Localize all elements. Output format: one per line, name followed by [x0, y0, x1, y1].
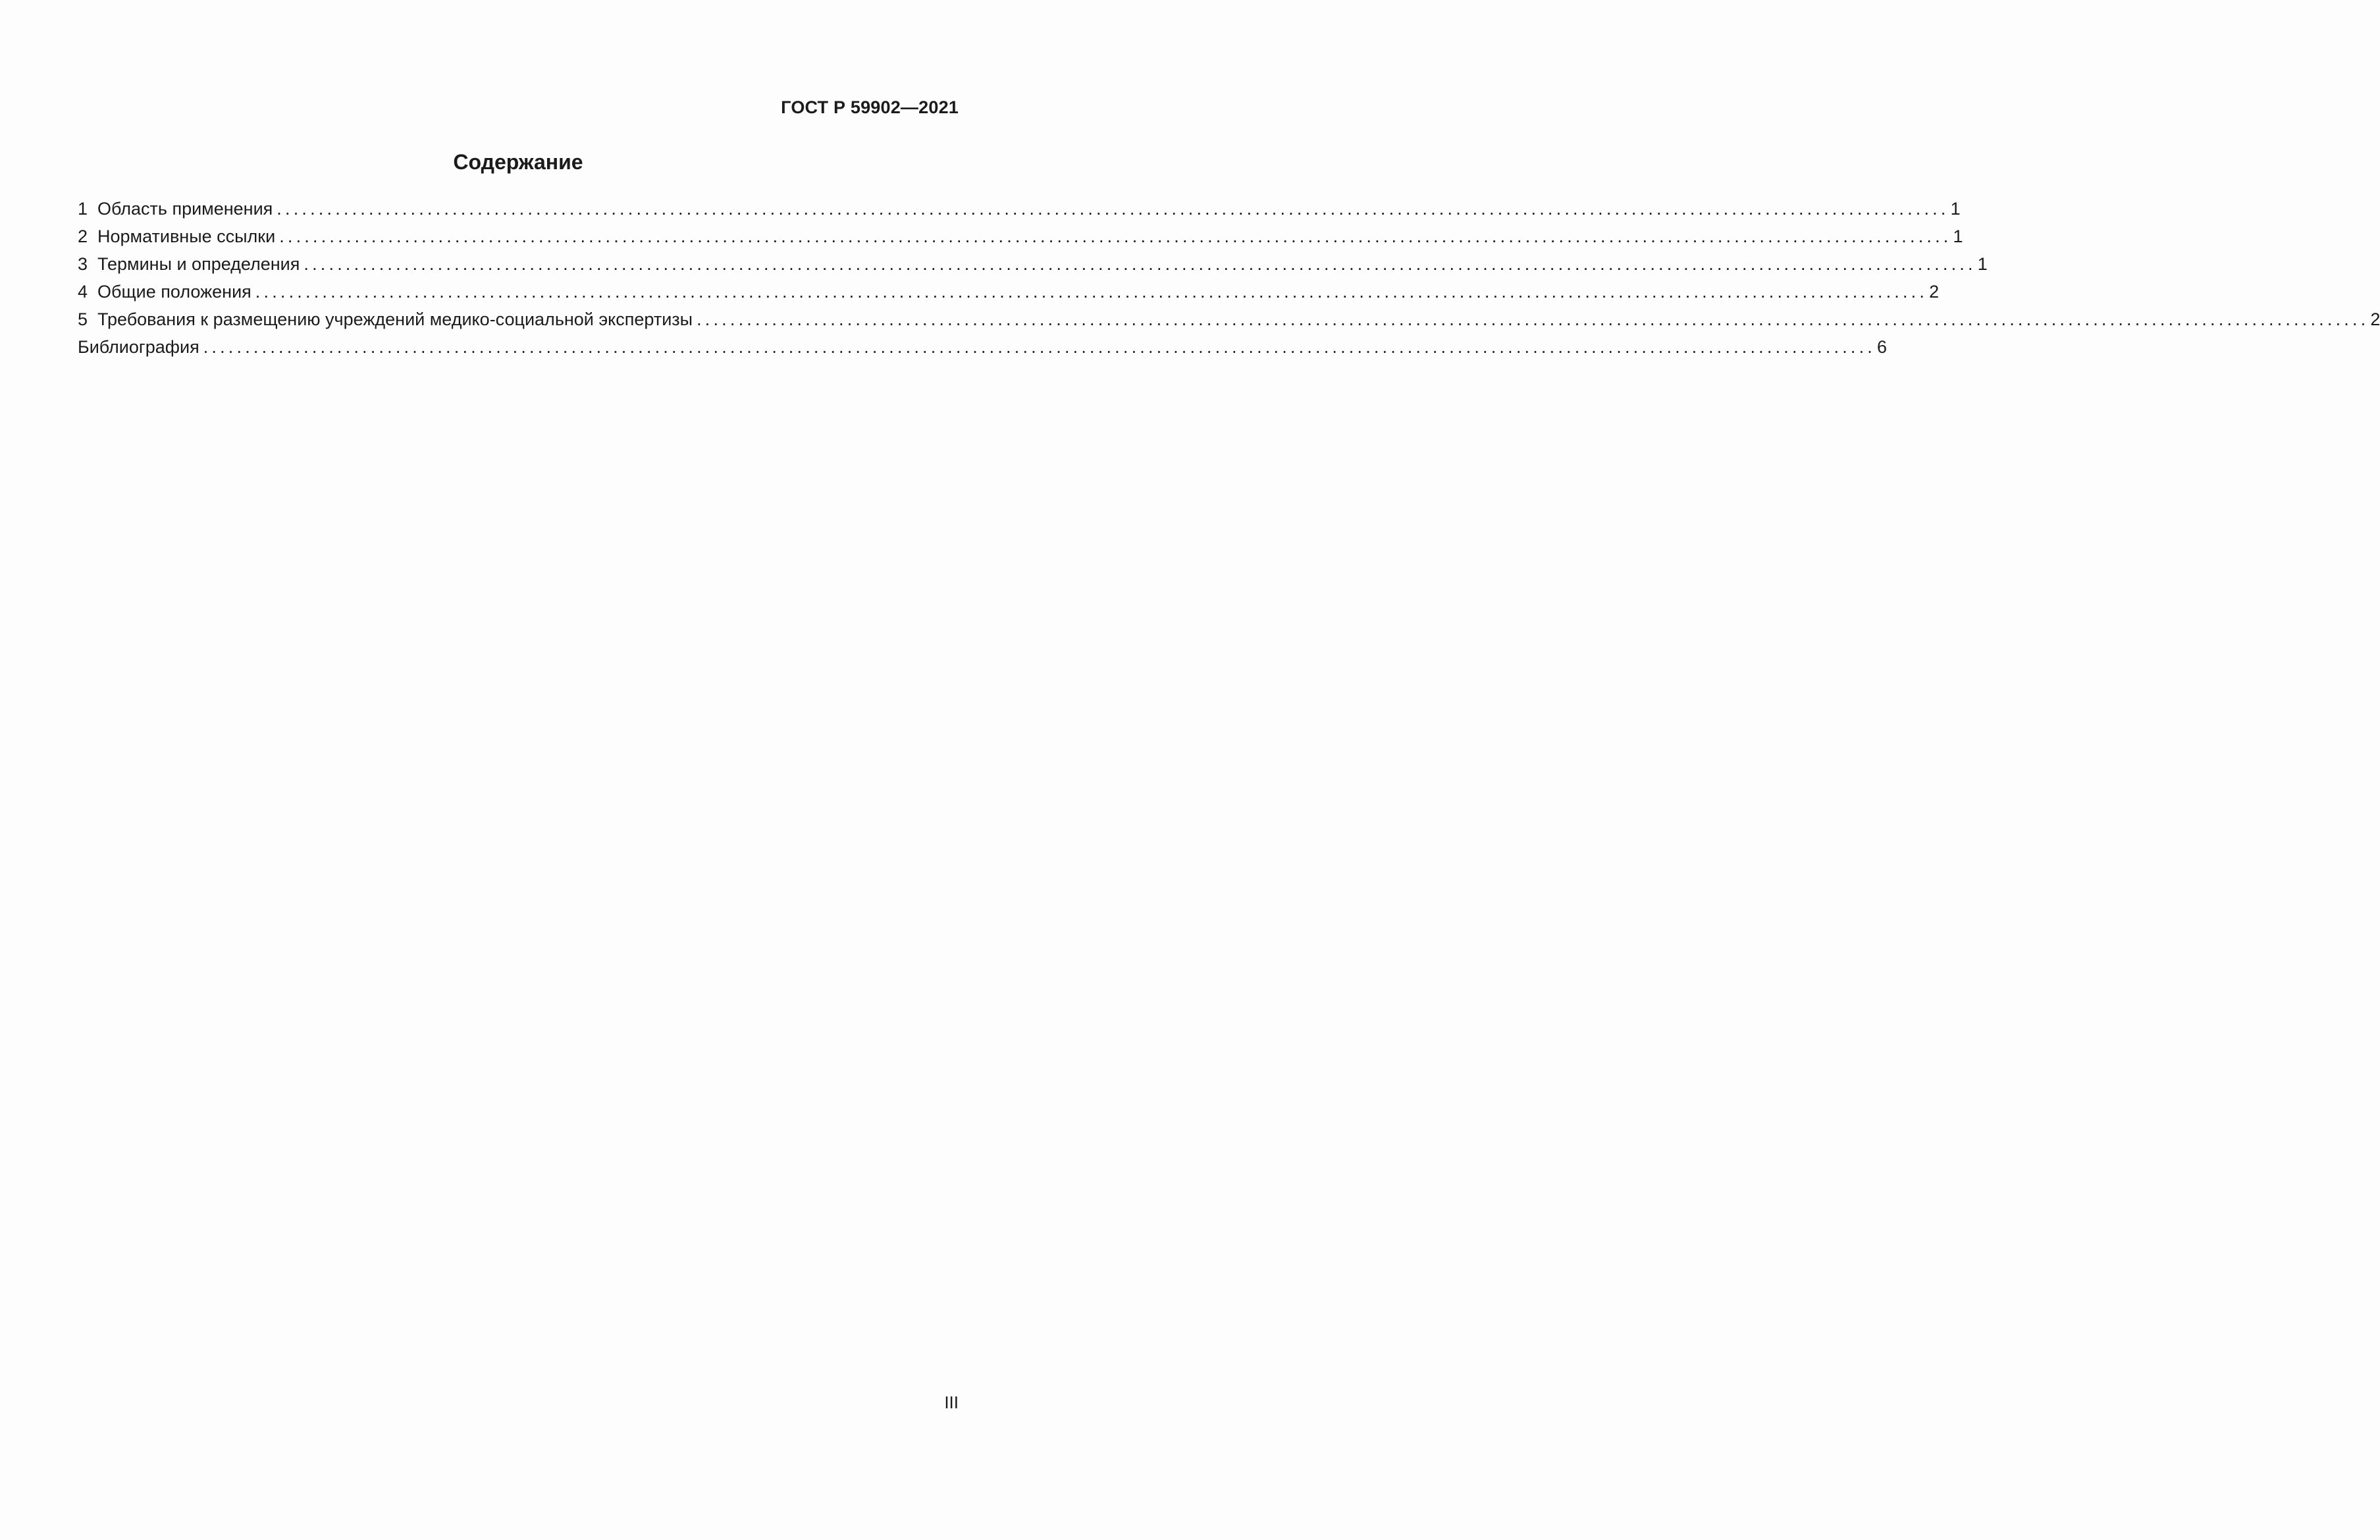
- toc-item-page: 2: [1929, 282, 1940, 302]
- toc-item-page: 1: [1977, 254, 1988, 274]
- toc-item-page: 1: [1953, 226, 1963, 246]
- toc-item[interactable]: [78, 223, 1963, 250]
- page-number: III: [944, 1393, 959, 1412]
- toc-leader-dots: ........................................................................................................................................................................................................: [255, 282, 1928, 302]
- toc-item-label: Библиография: [78, 337, 199, 357]
- toc-item[interactable]: [78, 333, 1888, 361]
- toc-leader-dots: ........................................................................................................................................................................................................: [304, 254, 1976, 274]
- toc-item-number: 4: [78, 282, 88, 302]
- toc-item-page: 2: [2370, 309, 2380, 329]
- toc-item-label: Нормативные ссылки: [97, 226, 276, 246]
- toc-item-number: 2: [78, 226, 88, 246]
- toc-item-page: 6: [1877, 337, 1888, 357]
- toc-item[interactable]: [78, 278, 1940, 305]
- toc-item-number: 1: [78, 199, 88, 219]
- toc-leader-dots: ........................................................................................................................................................................................................: [697, 309, 2369, 329]
- toc-list: [78, 195, 2380, 361]
- toc-item-label: Термины и определения: [97, 254, 300, 274]
- toc-leader-dots: ........................................................................................................................................................................................................: [203, 337, 1876, 357]
- toc-item[interactable]: [78, 195, 1961, 223]
- toc-item-number: 5: [78, 309, 88, 329]
- toc-item[interactable]: [78, 305, 2380, 333]
- toc-leader-dots: ........................................................................................................................................................................................................: [277, 199, 1949, 219]
- toc-item-page: 1: [1950, 199, 1961, 219]
- toc-item-number: 3: [78, 254, 88, 274]
- toc-item-label: Область применения: [97, 199, 273, 219]
- toc-item-label: Общие положения: [97, 282, 251, 302]
- toc-title: Содержание: [453, 150, 583, 174]
- toc-item[interactable]: [78, 250, 1988, 278]
- document-code: ГОСТ Р 59902—2021: [781, 97, 959, 117]
- toc-item-label: Требования к размещению учреждений медико-социальной экспертизы: [97, 309, 693, 329]
- toc-leader-dots: ........................................................................................................................................................................................................: [279, 226, 1952, 246]
